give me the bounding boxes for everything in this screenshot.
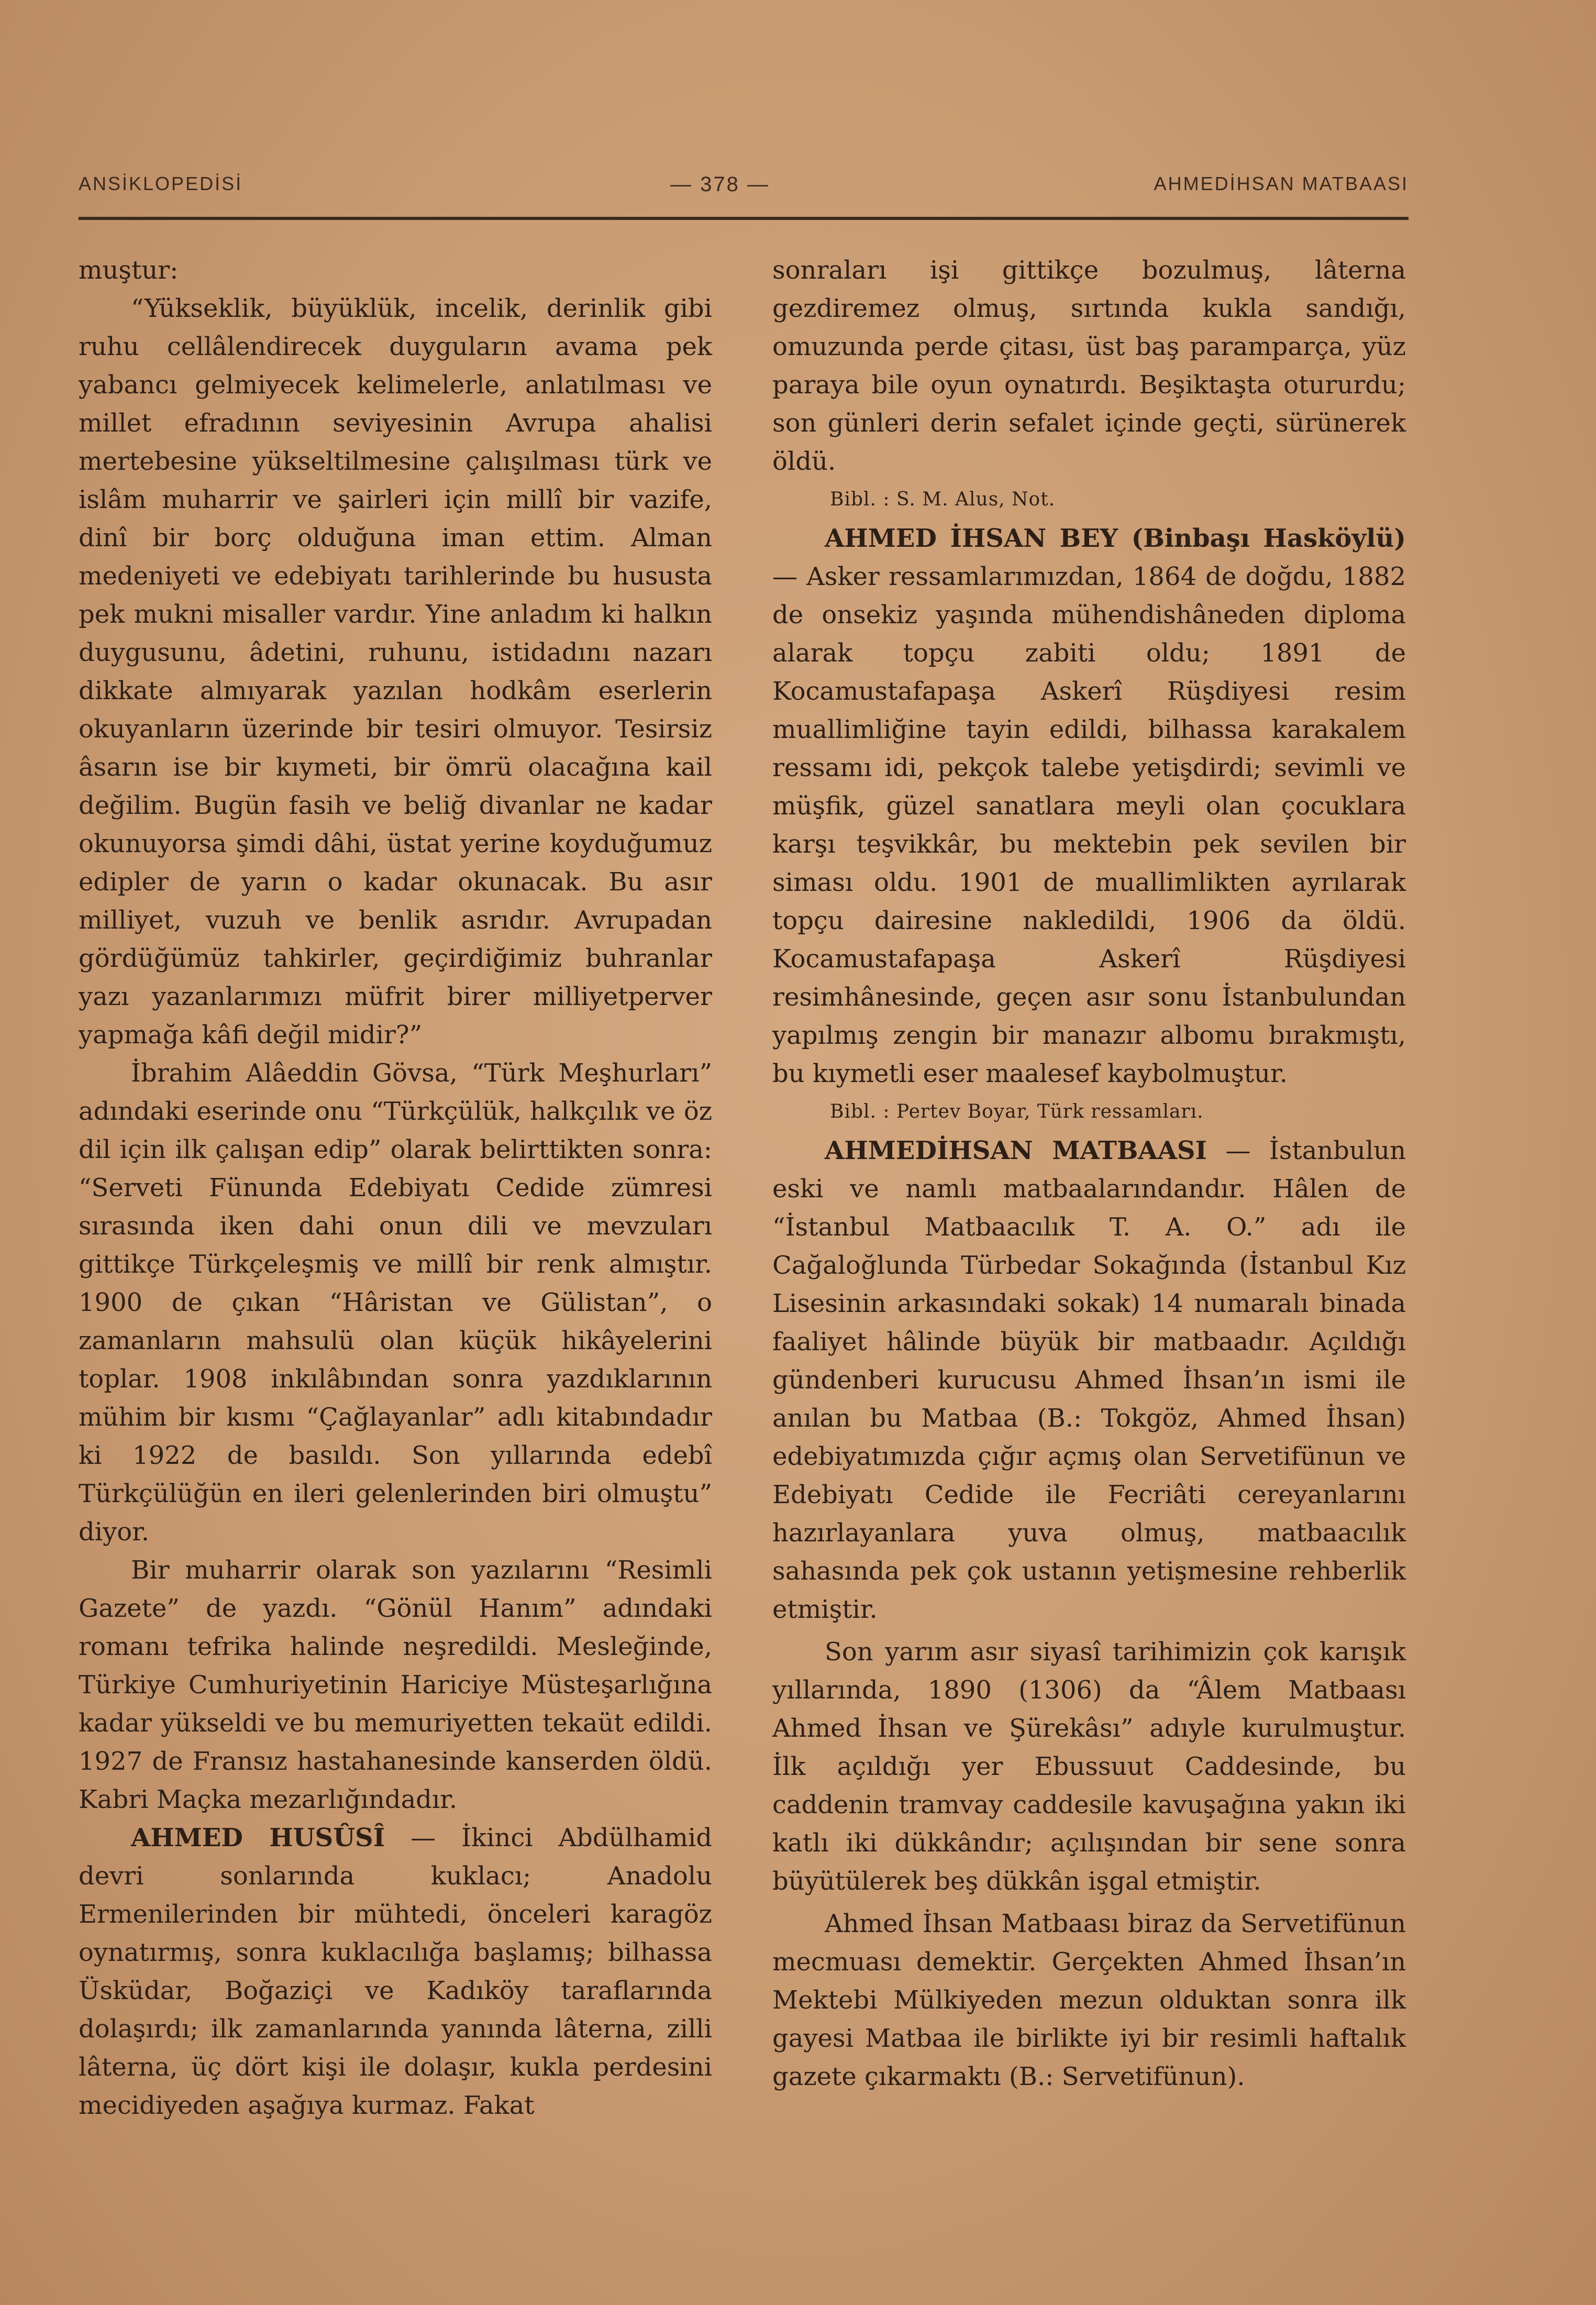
- entry-text: — İstanbulun eski ve namlı matbaalarındandır. Hâlen de “İstanbul Matbaacılık T. A. O.” adı ile Cağaloğlunda Türbedar Sokağında (İstanbul Kız Lisesinin arkasındaki sokak) 14 numaralı binada faaliyet hâlinde büyük bir matbaadır. Açıldığı gündenberi kurucusu Ahmed İhsan’ın ismi ile anılan bu Matbaa (B.: Tokgöz, Ahmed İhsan) edebiyatımızda çığır açmış olan Servetifünun ve Edebiyatı Cedide ile Fecriâti cereyanlarını hazırlayanlara yuva olmuş, matbaacılık sahasında pek çok ustanın yetişmesine rehberlik etmiştir.: [772, 1136, 1406, 1624]
- page-number: — 378 —: [670, 173, 770, 196]
- paragraph: Ahmed İhsan Matbaası biraz da Servetifünun mecmuası demektir. Gerçekten Ahmed İhsan’ın Mektebi Mülkiyeden mezun olduktan sonra ilk gayesi Matbaa ile birlikte iyi bir resimli haftalık gazete çıkarmaktı (B.: Servetifünun).: [772, 1909, 1406, 2091]
- header-left: ANSİKLOPEDİSİ: [79, 173, 243, 194]
- entry: [772, 1132, 1406, 1629]
- left-column: [79, 251, 712, 2125]
- paragraph: Son yarım asır siyasî tarihimizin çok karışık yıllarında, 1890 (1306) da “Âlem Matbaası Ahmed İhsan ve Şürekâsı” adıyle kurulmuştur. İlk açıldığı yer Ebussuut Caddesinde, bu caddenin tramvay caddesile kavuşağına yakın iki katlı iki dükkândır; açılışından bir sene sonra büyütülerek beş dükkân işgal etmiştir.: [772, 1637, 1406, 1896]
- entry-title: AHMED HUSÛSÎ: [131, 1823, 385, 1852]
- bibliography: Bibl. : Pertev Boyar, Türk ressamları.: [830, 1101, 1204, 1122]
- entry: [79, 1819, 712, 2125]
- header-rule: [79, 217, 1409, 220]
- entry-text: — İkinci Abdülhamid devri sonlarında kuklacı; Anadolu Ermenilerinden bir mühtedi, önceleri karagöz oynatırmış, sonra kuklacılığa başlamış; bilhassa Üsküdar, Boğaziçi ve Kadıköy taraflarında dolaşırdı; ilk zamanlarında yanında lâterna, zilli lâterna, üç dört kişi ile dolaşır, kukla perdesini mecidiyeden aşağıya kurmaz. Fakat: [79, 1823, 713, 2120]
- header-right: AHMEDİHSAN MATBAASI: [1154, 173, 1409, 194]
- paragraph: sonraları işi gittikçe bozulmuş, lâterna gezdiremez olmuş, sırtında kukla sandığı, omuzunda perde çitası, üst baş paramparça, yüz paraya bile oyun oynatırdı. Beşiktaşta otururdu; son günleri derin sefalet içinde geçti, sürünerek öldü.: [772, 256, 1406, 476]
- entry-text: — Asker ressamlarımızdan, 1864 de doğdu, 1882 de onsekiz yaşında mühendishâneden diploma alarak topçu zabiti oldu; 1891 de Kocamustafapaşa Askerî Rüşdiyesi resim muallimliğine tayin edildi, bilhassa karakalem ressamı idi, pekçok talebe yetişdirdi; sevimli ve müşfik, güzel sanatlara meyli olan çocuklara karşı teşvikkâr, bu mektebin pek sevilen bir siması oldu. 1901 de muallimlikten ayrılarak topçu dairesine nakledildi, 1906 da öldü. Kocamustafapaşa Askerî Rüşdiyesi resimhânesinde, geçen asır sonu İstanbulundan yapılmış zengin bir manazır albomu bırakmıştı, bu kıymetli eser maalesef kaybolmuştur.: [772, 562, 1406, 1088]
- paragraph: muştur:: [79, 256, 179, 285]
- bibliography: Bibl. : S. M. Alus, Not.: [830, 489, 1056, 510]
- entry: [772, 520, 1406, 1093]
- right-column: [772, 251, 1406, 2096]
- paragraph: Bir muharrir olarak son yazılarını “Resimli Gazete” de yazdı. “Gönül Hanım” adındaki romanı tefrika halinde neşredildi. Mesleğinde, Türkiye Cumhuriyetinin Hariciye Müsteşarlığına kadar yükseldi ve bu memuriyetten tekaüt edildi. 1927 de Fransız hastahanesinde kanserden öldü. Kabri Maçka mezarlığındadır.: [79, 1556, 712, 1814]
- entry-title: AHMEDİHSAN MATBAASI: [825, 1136, 1207, 1165]
- paragraph: “Yükseklik, büyüklük, incelik, derinlik gibi ruhu cellâlendirecek duyguların avama pek yabancı gelmiyecek kelimelerle, anlatılması ve millet efradının seviyesinin Avrupa ahalisi mertebesine yükseltilmesine çalışılması türk ve islâm muharrir ve şairleri için millî bir vazife, dinî bir borç olduğuna iman ettim. Alman medeniyeti ve edebiyatı tarihlerinde bu hususta pek mukni misaller vardır. Yine anladım ki halkın duygusunu, âdetini, ruhunu, istidadını nazarı dikkate almıyarak yazılan hodkâm eserlerin okuyanların üzerinde bir tesiri olmuyor. Tesirsiz âsarın ise bir kıymeti, bir ömrü olacağına kail değilim. Bugün fasih ve beliğ divanlar ne kadar okunuyorsa şimdi dâhi, üstat yerine koyduğumuz edipler de yarın o kadar okunacak. Bu asır milliyet, vuzuh ve benlik asrıdır. Avrupadan gördüğümüz tahkirler, geçirdiğimiz buhranlar yazı yazanlarımızı müfrit birer milliyetperver yapmağa kâfi değil midir?”: [79, 294, 712, 1050]
- entry-title: AHMED İHSAN BEY (Binbaşı Hasköylü): [825, 524, 1406, 553]
- running-header: [79, 173, 1409, 204]
- paragraph: İbrahim Alâeddin Gövsa, “Türk Meşhurları” adındaki eserinde onu “Türkçülük, halkçılık ve öz dil için ilk çalışan edip” olarak belirttikten sonra: “Serveti Fünunda Edebiyatı Cedide zümresi sırasında iken dahi onun dili ve mevzuları gittikçe Türkçeleşmiş ve millî bir renk almıştır. 1900 de çıkan “Hâristan ve Gülistan”, o zamanların mahsulü olan küçük hikâyelerini toplar. 1908 inkılâbından sonra yazdıklarının mühim bir kısmı “Çağlayanlar” adlı kitabındadır ki 1922 de basıldı. Son yıllarında edebî Türkçülüğün en ileri gelenlerinden biri olmuştu” diyor.: [79, 1058, 712, 1547]
